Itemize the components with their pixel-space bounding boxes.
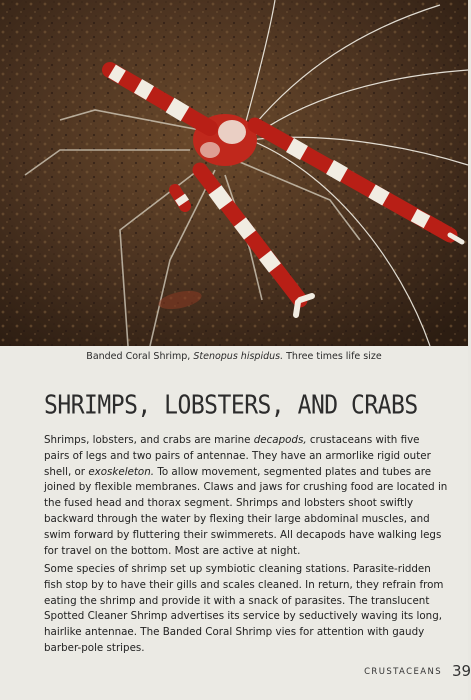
caption-scale: Three times life size bbox=[283, 351, 382, 362]
photo-caption bbox=[0, 351, 468, 362]
paragraph-cleaning-stations: Some species of shrimp set up symbiotic cleaning stations. Parasite-ridden fish stop by to have their gills and scales cleaned. In return, they refrain from eating the shrimp and provide it with a snack of parasites. The translucent Spotted Cleaner Shrimp advertises its service by seductively waving its long, hairlike antennae. The Banded Coral Shrimp vies for attention with gaudy barber-pole stripes. bbox=[44, 563, 444, 654]
shrimp-photo bbox=[0, 0, 468, 346]
caption-common-name: Banded Coral Shrimp, bbox=[86, 351, 194, 362]
paragraph-text: To allow movement, segmented plates and tubes are joined by flexible membranes. Claws and jaws for crushing food are located in the fused head and thorax segment. Shrimps and lobsters shoot swiftly backward through the water by flexing their large abdominal muscles, and swim forward by fluttering their swimmerets. All decapods have walking legs for travel on the bottom. Most are active at night. bbox=[44, 465, 448, 557]
italic-term-decapods: decapods, bbox=[253, 434, 307, 446]
paragraph-text: Shrimps, lobsters, and crabs are marine bbox=[44, 434, 254, 446]
paragraph-text: crustaceans with five pairs of legs and two pairs of antennae. They have an armorlike rigid outer shell, or bbox=[44, 434, 431, 478]
paragraph-decapods bbox=[44, 433, 448, 559]
italic-term-exoskeleton: exoskeleton. bbox=[88, 465, 155, 478]
running-footer: CRUSTACEANS bbox=[364, 667, 442, 677]
section-heading: SHRIMPS, LOBSTERS, AND CRABS bbox=[44, 391, 418, 421]
page-number: 39 bbox=[452, 662, 471, 680]
shrimp-illustration bbox=[0, 0, 468, 346]
caption-scientific-name: Stenopus hispidus. bbox=[193, 351, 284, 362]
